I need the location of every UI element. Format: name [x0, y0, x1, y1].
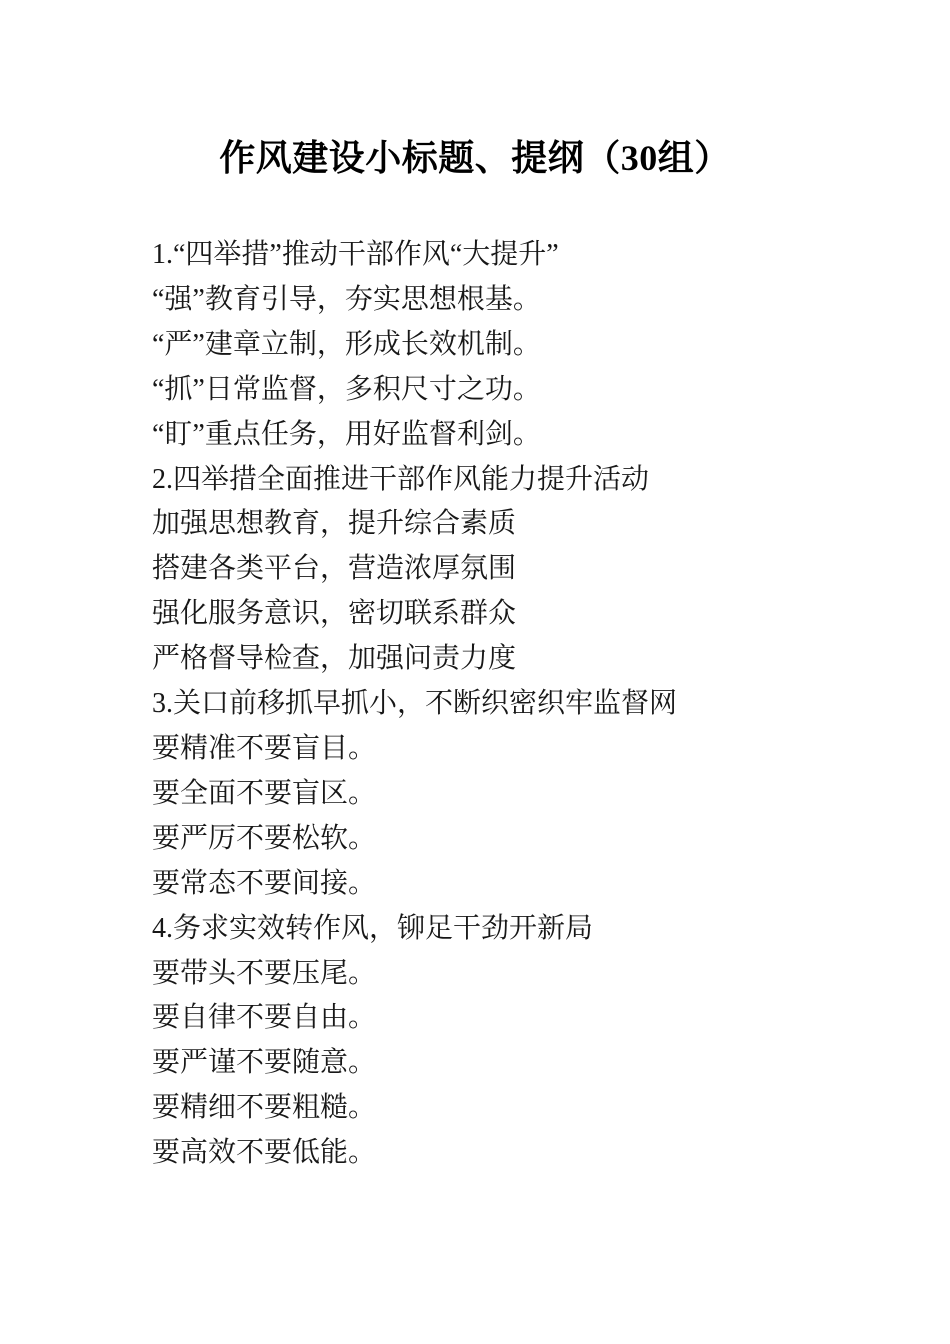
outline-line: 要高效不要低能。	[152, 1137, 377, 1169]
group-heading: 2.四举措全面推进干部作风能力提升活动	[152, 463, 650, 495]
outline-group-2	[152, 458, 840, 683]
outline-line: “盯”重点任务，用好监督利剑。	[152, 418, 541, 450]
outline-line: 要常态不要间接。	[152, 867, 377, 899]
group-heading: 1.“四举措”推动干部作风“大提升”	[152, 239, 559, 270]
group-heading: 4.务求实效转作风，铆足干劲开新局	[152, 912, 594, 944]
document-body	[0, 233, 950, 1176]
outline-line: 强化服务意识，密切联系群众	[152, 598, 517, 630]
outline-line: 要精细不要粗糙。	[152, 1092, 377, 1124]
outline-line: “严”建章立制，形成长效机制。	[152, 328, 541, 360]
outline-line: “强”教育引导，夯实思想根基。	[152, 283, 541, 315]
outline-line: 要严谨不要随意。	[152, 1047, 377, 1079]
outline-group-1	[152, 233, 840, 458]
group-heading: 3.关口前移抓早抓小，不断织密织牢监督网	[152, 688, 678, 720]
outline-line: 要全面不要盲区。	[152, 777, 377, 809]
outline-line: 加强思想教育，提升综合素质	[152, 508, 517, 540]
outline-line: 要自律不要自由。	[152, 1002, 377, 1034]
outline-line: 要严厉不要松软。	[152, 822, 377, 854]
outline-line: “抓”日常监督，多积尺寸之功。	[152, 373, 541, 405]
outline-line: 搭建各类平台，营造浓厚氛围	[152, 553, 517, 585]
outline-line: 要精准不要盲目。	[152, 732, 377, 764]
outline-line: 严格督导检查，加强问责力度	[152, 643, 517, 675]
document-title: 作风建设小标题、提纲（30组）	[219, 138, 731, 178]
outline-group-3	[152, 682, 840, 907]
outline-line: 要带头不要压尾。	[152, 957, 377, 989]
outline-group-4	[152, 907, 840, 1176]
